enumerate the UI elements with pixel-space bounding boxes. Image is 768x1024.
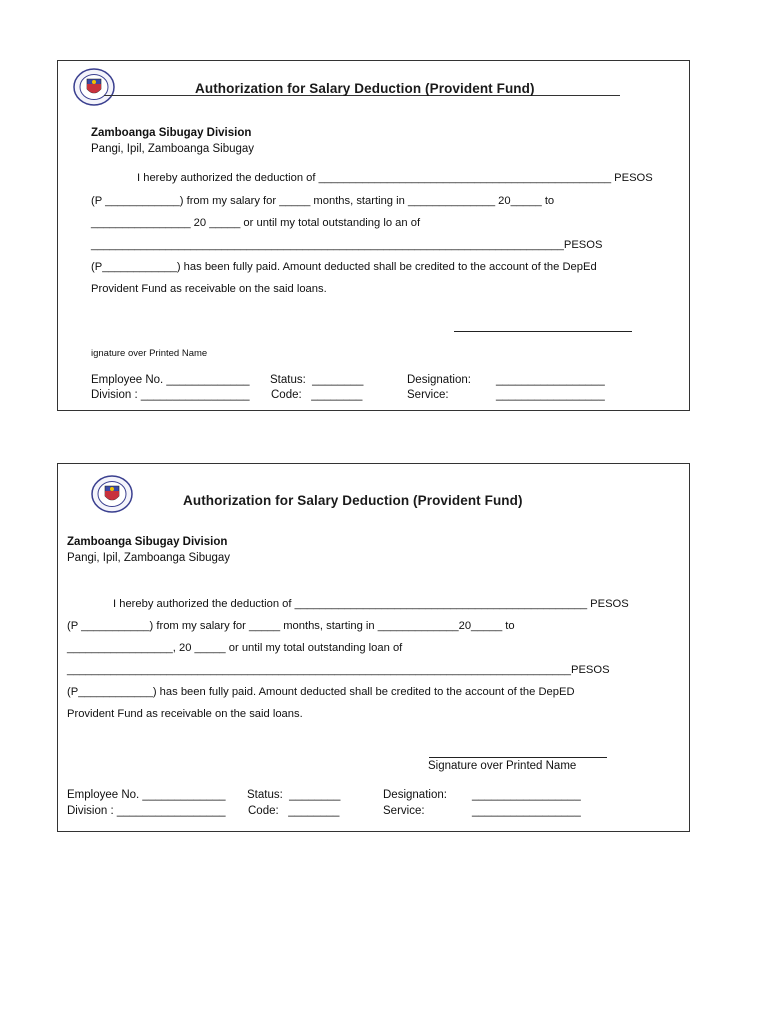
signature-label: ignature over Printed Name (91, 348, 208, 359)
division-field: Division : _________________ (91, 389, 250, 401)
status-field: Status: ________ (270, 374, 364, 386)
form-title: Authorization for Salary Deduction (Provident Fund) (195, 81, 535, 96)
signature-line (454, 331, 632, 332)
salary-deduction-form-2 (57, 463, 690, 832)
division-name: Zamboanga Sibugay Division (67, 536, 228, 548)
employee-no-field: Employee No. _____________ (91, 374, 250, 386)
division-name: Zamboanga Sibugay Division (91, 127, 252, 139)
authorization-line-3: ________________ 20 _____ or until my total outstanding lo an of (91, 217, 421, 229)
deped-seal-icon (72, 67, 116, 107)
signature-label: Signature over Printed Name (428, 760, 577, 772)
deped-seal-icon (90, 474, 134, 514)
designation-blank: _________________ (496, 374, 605, 386)
authorization-line-2: (P ____________) from my salary for _____ months, starting in ______________ 20_____ to (91, 195, 555, 207)
service-blank: _________________ (496, 389, 605, 401)
designation-label: Designation: (383, 789, 447, 801)
authorization-line-5: (P____________) has been fully paid. Amount deducted shall be credited to the account of the DepED (67, 686, 575, 698)
service-label: Service: (383, 805, 425, 817)
division-address: Pangi, Ipil, Zamboanga Sibugay (67, 552, 231, 564)
designation-label: Designation: (407, 374, 471, 386)
division-field: Division : _________________ (67, 805, 226, 817)
authorization-line-3: _________________, 20 _____ or until my total outstanding loan of (67, 642, 403, 654)
form-title: Authorization for Salary Deduction (Provident Fund) (183, 493, 523, 508)
designation-blank: _________________ (472, 789, 581, 801)
division-address: Pangi, Ipil, Zamboanga Sibugay (91, 143, 255, 155)
code-field: Code: ________ (248, 805, 340, 817)
authorization-line-6: Provident Fund as receivable on the said loans. (67, 708, 303, 720)
authorization-line-4: ____________________________________________________________________________PESOS (91, 239, 603, 251)
authorization-line-4: _________________________________________________________________________________PESOS (67, 664, 610, 676)
authorization-line-1: I hereby authorized the deduction of _______________________________________________ PESOS (137, 172, 653, 184)
authorization-line-1: I hereby authorized the deduction of _______________________________________________ PESOS (113, 598, 629, 610)
status-field: Status: ________ (247, 789, 341, 801)
signature-line (429, 757, 607, 758)
employee-no-field: Employee No. _____________ (67, 789, 226, 801)
authorization-line-2: (P ___________) from my salary for _____ months, starting in _____________20_____ to (67, 620, 515, 632)
authorization-line-5: (P____________) has been fully paid. Amount deducted shall be credited to the account of the DepEd (91, 261, 597, 273)
code-field: Code: ________ (271, 389, 363, 401)
salary-deduction-form-1 (57, 60, 690, 411)
service-label: Service: (407, 389, 449, 401)
authorization-line-6: Provident Fund as receivable on the said loans. (91, 283, 327, 295)
service-blank: _________________ (472, 805, 581, 817)
